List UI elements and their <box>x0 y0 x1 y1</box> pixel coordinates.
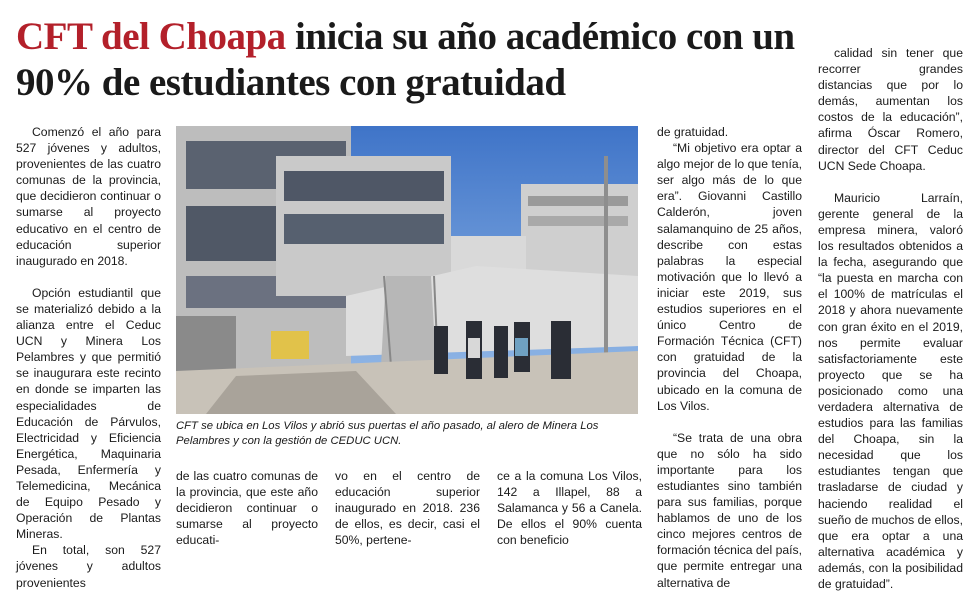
paragraph: ce a la comuna Los Vilos, 142 a Illapel, 88 a Salamanca y 56 a Canela. De ellos el 90% cuenta con beneficio <box>497 469 642 548</box>
column-3 <box>657 124 802 591</box>
campus-illustration <box>176 126 638 414</box>
headline-accent: CFT del Choapa <box>16 15 286 58</box>
headline-rest: inicia su año académico con un 90% de estudiantes con gratuidad <box>16 15 795 104</box>
paragraph: Comenzó el año para 527 jóvenes y adultos, provenientes de las cuatro comunas de la provincia, que decidieron continuar o sumarse al proyecto educativo en el centro de educación superior inaugurado en 2018. <box>16 125 161 268</box>
paragraph: de gratuidad. <box>657 125 729 139</box>
column-2a <box>176 468 318 548</box>
paragraph: Opción estudiantil que se materializó debido a la alianza entre el Ceduc UCN y Minera Los Pelambres y que permitió se inaugurara este recinto en donde se imparten las especialidades de Educación de Párvulos, Electricidad y Eficiencia Energética, Maquinaria Pesada, Enfermería y Telemedicina, Mecánica de Equipo Pesado y Operación de Plantas Mineras. <box>16 285 161 542</box>
photo-caption: CFT se ubica en Los Vilos y abrió sus puertas el año pasado, al alero de Minera Los Pelambres y con la gestión de CEDUC UCN. <box>176 420 599 447</box>
paragraph: En total, son 527 jóvenes y adultos provenientes <box>16 543 161 590</box>
paragraph: vo en el centro de educación superior inaugurado en 2018. 236 de ellos, es decir, casi el 50%, pertene- <box>335 469 480 548</box>
paragraph: “Mi objetivo era optar a algo mejor de lo que tenía, ser algo más de lo que era”. Giovanni Castillo Calderón, joven salamanquino de 25 años, describe con estas palabras la especial motivación que lo llevó a iniciar este 2019, sus estudios superiores en el único Centro de Formación Técnica (CFT) con gratuidad de la provincia del Choapa, ubicado en la comuna de Los Vilos. <box>657 141 802 413</box>
column-1 <box>16 124 161 591</box>
column-4 <box>818 45 963 592</box>
campus-photo <box>176 126 638 414</box>
column-2b <box>335 468 480 548</box>
column-2c <box>497 468 642 548</box>
paragraph: Mauricio Larraín, gerente general de la empresa minera, valoró los resultados obtenidos a la fecha, asegurando que “la puesta en marcha con el 100% de matrículas el 2018 y ahora nuevamente con gran éxito en el 2019, nos permite evaluar satisfactoriamente este proyecto que se ha posicionado como una verdadera alternativa de estudios para las familias del Choapa, sin la necesidad que los estudiantes tengan que trasladarse de ciudad y haciendo realidad el sueño de muchos de ellos, que era optar a una alternativa académica y además, con la posibilidad de gratuidad”. <box>818 190 963 591</box>
paragraph: “Se trata de una obra que no sólo ha sido importante para los estudiantes sino también para sus familias, porque hablamos de uno de los cinco mejores centros de formación técnica del país, que permite entregar una alternativa de <box>657 430 802 590</box>
headline <box>16 14 806 106</box>
paragraph: de las cuatro comunas de la provincia, que este año decidieron continuar o sumarse al proyecto educati- <box>176 469 318 548</box>
paragraph: calidad sin tener que recorrer grandes distancias que por lo demás, aumentan los costos de la educación”, afirma Óscar Romero, director del CFT Ceduc UCN Sede Choapa. <box>818 46 963 173</box>
